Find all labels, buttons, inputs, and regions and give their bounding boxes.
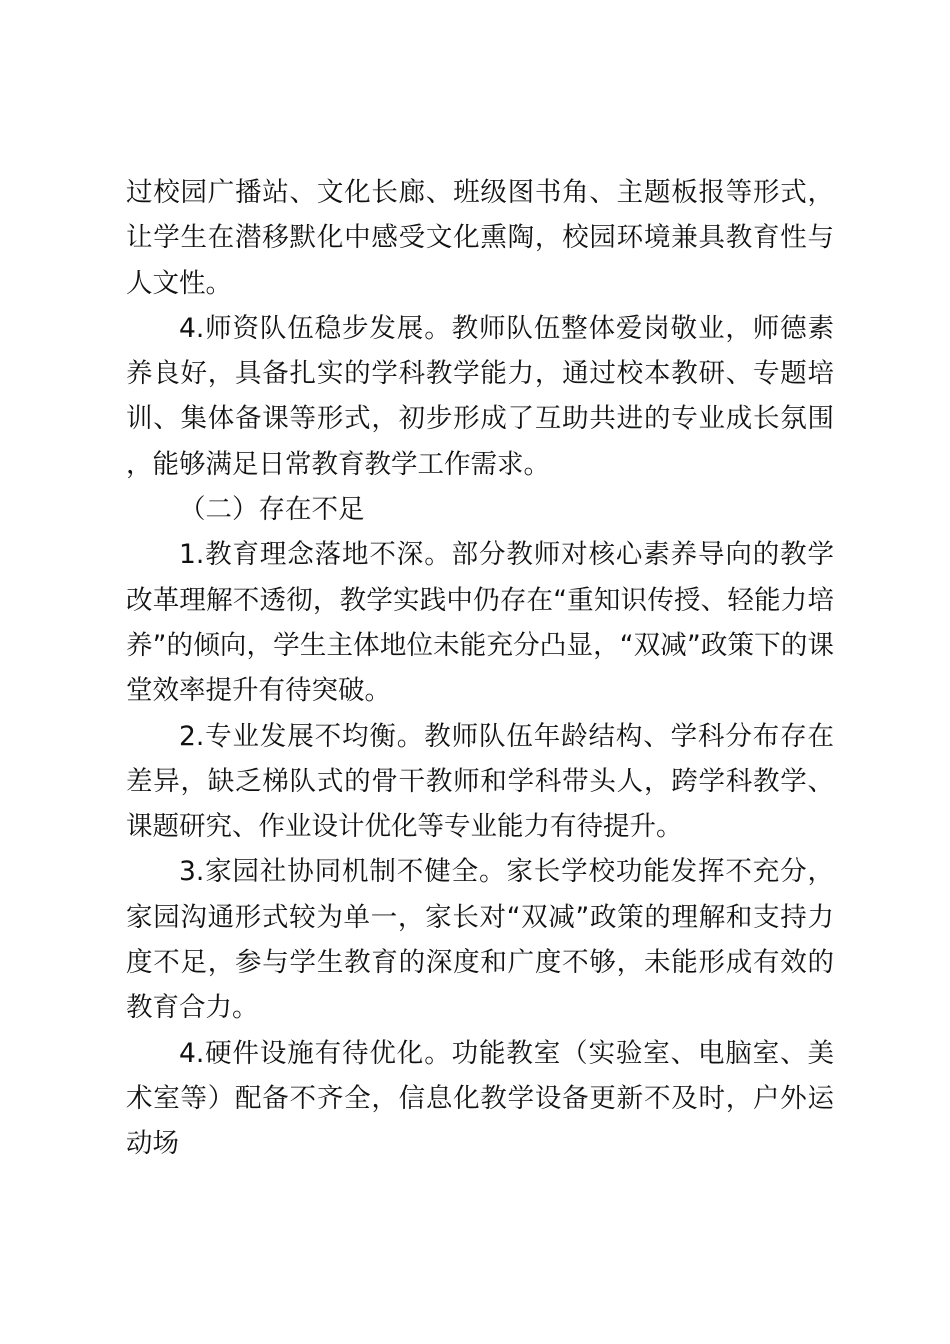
paragraph-professional-development: 2.专业发展不均衡。教师队伍年龄结构、学科分布存在差异，缺乏梯队式的骨干教师和学科带头人，跨学科教学、课题研究、作业设计优化等专业能力有待提升。	[126, 720, 834, 843]
document-body	[126, 170, 834, 1167]
paragraph-education-concept: 1.教育理念落地不深。部分教师对核心素养导向的教学改革理解不透彻，教学实践中仍存在“重知识传授、轻能力培养”的倾向，学生主体地位未能充分凸显，“双减”政策下的课堂效率提升有待突破。	[126, 539, 834, 707]
paragraph-home-school-collaboration: 3.家园社协同机制不健全。家长学校功能发挥不充分，家园沟通形式较为单一，家长对“双减”政策的理解和支持力度不足，参与学生教育的深度和广度不够，未能形成有效的教育合力。	[126, 856, 834, 1024]
paragraph-hardware-facilities: 4.硬件设施有待优化。功能教室（实验室、电脑室、美术室等）配备不齐全，信息化教学设备更新不及时，户外运动场	[126, 1037, 834, 1160]
paragraph-teachers-development: 4.师资队伍稳步发展。教师队伍整体爱岗敬业，师德素养良好，具备扎实的学科教学能力，通过校本教研、专题培训、集体备课等形式，初步形成了互助共进的专业成长氛围，能够满足日常教育教学工作需求。	[126, 312, 834, 480]
section-heading-shortcomings: （二）存在不足	[179, 494, 365, 526]
paragraph-continued: 过校园广播站、文化长廊、班级图书角、主题板报等形式，让学生在潜移默化中感受文化熏陶，校园环境兼具教育性与人文性。	[126, 177, 834, 299]
